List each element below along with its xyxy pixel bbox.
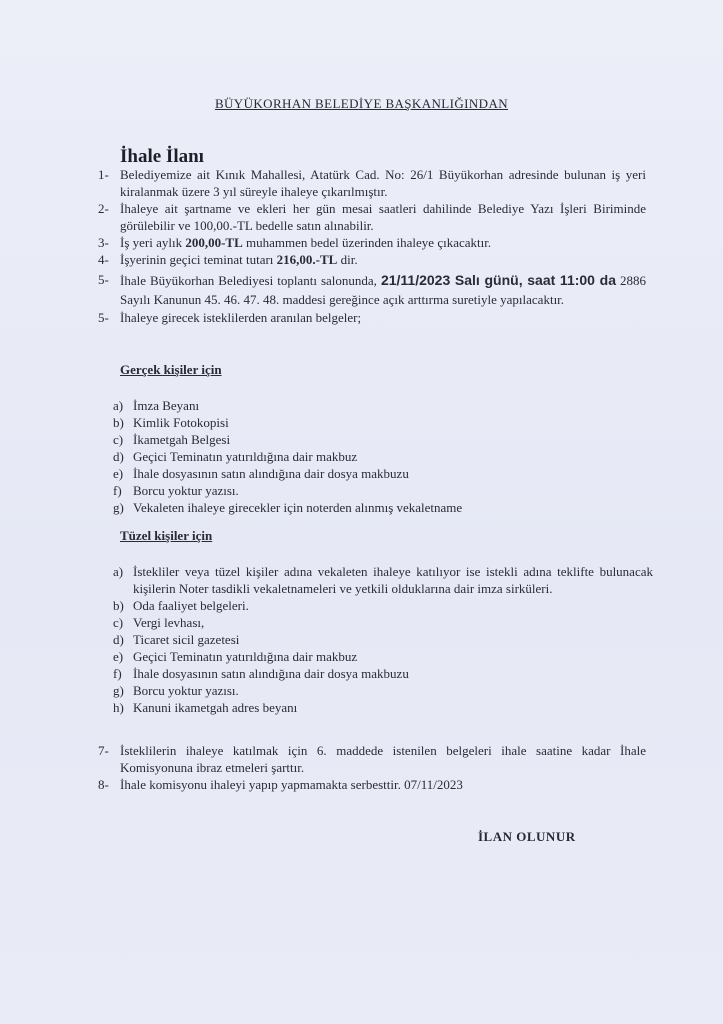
tail-items [98,742,646,793]
list-item: c) İkametgah Belgesi [113,432,231,447]
section-title-tuzel: Tüzel kişiler için [120,528,213,543]
deposit-amount: 216,00.-TL [276,252,338,267]
item-3: 3- İş yeri aylık 200,00-TL muhammen bedel üzerinden ihaleye çıkacaktır. [98,235,492,250]
gercek-list [113,397,653,516]
item-1: 1- Belediyemize ait Kınık Mahallesi, Atatürk Cad. No: 26/1 Büyükorhan adresinde bulunan iş yeri kiralanmak üzere 3 yıl süreyle ihaleye çıkarılmıştır. [98,167,646,199]
list-item: h) Kanuni ikametgah adres beyanı [113,700,298,715]
list-item: a) İstekliler veya tüzel kişiler adına vekaleten ihaleye katılıyor ise istekli adına teklifte bulunacak kişilerin Noter tasdikli vekaletnameleri ve yetkili olduklarına dair imza sirküleri. [113,564,653,596]
tuzel-list [113,563,653,716]
item-7: 7- İsteklilerin ihaleye katılmak için 6. maddede istenilen belgeleri ihale saatine kadar İhale Komisyonuna ibraz etmeleri şarttır. [98,743,646,775]
list-item: f) İhale dosyasının satın alındığına dair dosya makbuzu [113,666,409,681]
item-8: 8- İhale komisyonu ihaleyi yapıp yapmamakta serbesttir. 07/11/2023 [98,777,463,792]
item-2: 2- İhaleye ait şartname ve ekleri her gün mesai saatleri dahilinde Belediye Yazı İşleri Biriminde görülebilir ve 100,00.-TL bedelle satın alınabilir. [98,201,646,233]
item-6: 5- İhaleye girecek isteklilerden aranılan belgeler; [98,310,362,325]
closing-statement: İLAN OLUNUR [478,829,576,844]
list-item: d) Ticaret sicil gazetesi [113,632,240,647]
list-item: e) Geçici Teminatın yatırıldığına dair makbuz [113,649,358,664]
list-item: g) Borcu yoktur yazısı. [113,683,239,698]
section-title-gercek: Gerçek kişiler için [120,362,222,377]
auction-date: 21/11/2023 Salı günü, saat 11:00 da [380,272,616,288]
item-4: 4- İşyerinin geçici teminat tutarı 216,00.-TL dir. [98,252,358,267]
list-item: f) Borcu yoktur yazısı. [113,483,239,498]
list-item: b) Kimlik Fotokopisi [113,415,229,430]
list-item: e) İhale dosyasının satın alındığına dair dosya makbuzu [113,466,409,481]
document-header: BÜYÜKORHAN BELEDİYE BAŞKANLIĞINDAN [214,96,509,111]
main-items [98,166,646,326]
monthly-price: 200,00-TL [185,235,243,250]
list-item: d) Geçici Teminatın yatırıldığına dair makbuz [113,449,358,464]
list-item: b) Oda faaliyet belgeleri. [113,598,249,613]
list-item: c) Vergi levhası, [113,615,205,630]
list-item: a) İmza Beyanı [113,398,200,413]
document-title: İhale İlanı [120,146,204,167]
item-5: 5- İhale Büyükorhan Belediyesi toplantı salonunda, 21/11/2023 Salı günü, saat 11:00 da 2886 Sayılı Kanunun 45. 46. 47. 48. maddesi gereğince açık arttırma suretiyle yapılacaktır. [98,272,647,307]
list-item: g) Vekaleten ihaleye girecekler için noterden alınmış vekaletname [113,500,463,515]
